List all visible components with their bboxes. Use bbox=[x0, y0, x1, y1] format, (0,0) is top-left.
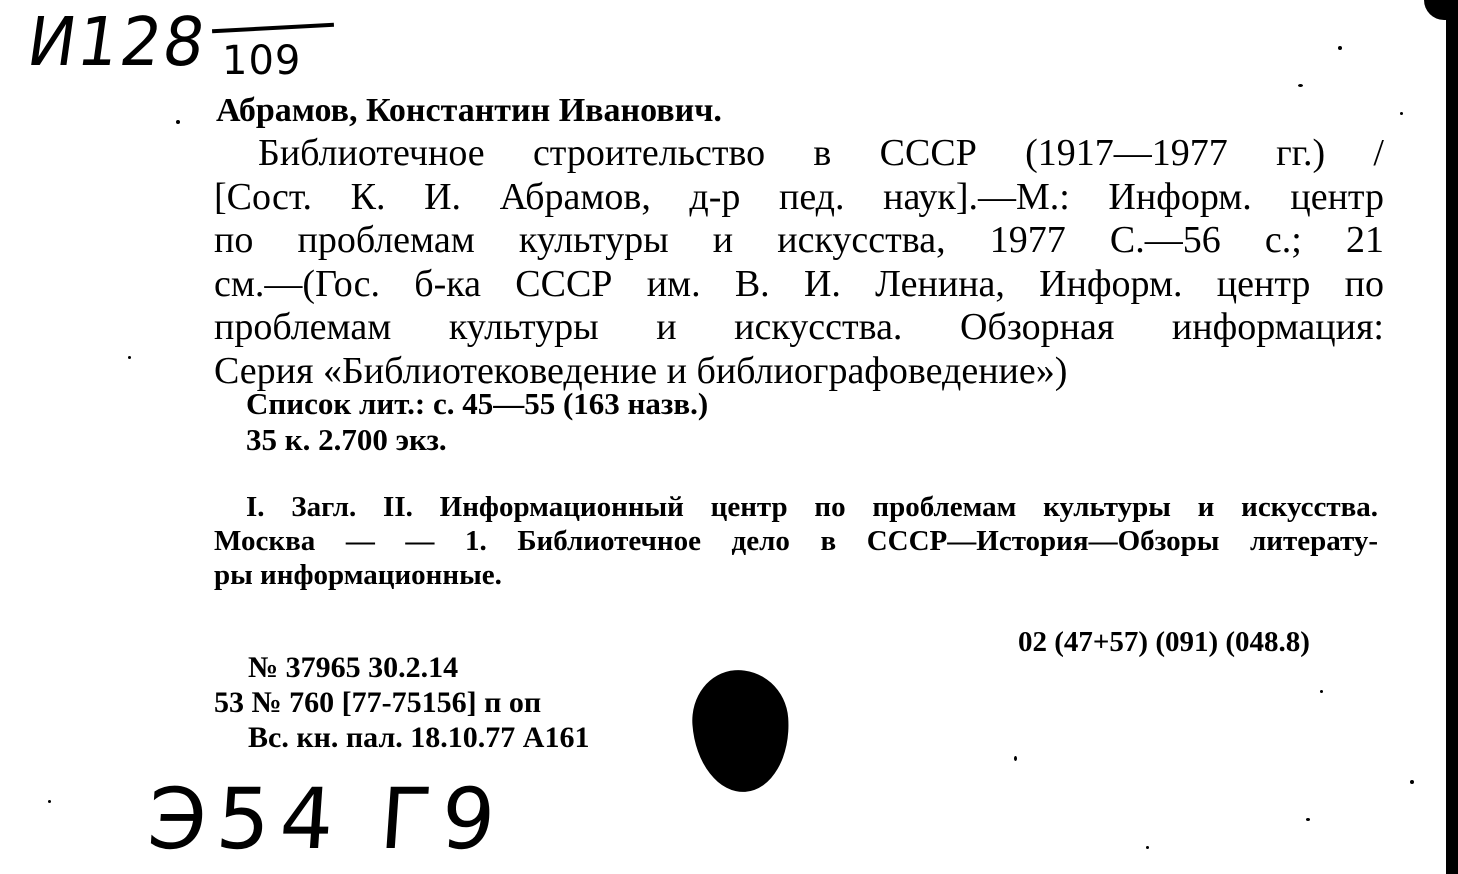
scan-speck bbox=[1338, 46, 1342, 50]
scan-speck bbox=[48, 800, 51, 803]
bibliography-note: Список лит.: с. 45—55 (163 назв.) bbox=[246, 386, 709, 421]
tracing-line: Москва — — 1. Библиотечное дело в СССР—История—Обзоры литерату- bbox=[214, 525, 1378, 557]
subject-tracings bbox=[214, 490, 1378, 592]
scan-speck bbox=[1146, 846, 1149, 849]
chamber-record: Вс. кн. пал. 18.10.77 А161 bbox=[248, 721, 590, 754]
description-line: Серия «Библиотековедение и библиографоведение») bbox=[214, 349, 1068, 392]
scan-speck bbox=[1306, 818, 1310, 821]
order-number: 53 № 760 [77-75156] п оп bbox=[214, 686, 542, 719]
description-line: проблемам культуры и искусства. Обзорная информация: bbox=[214, 306, 1384, 348]
handwritten-fraction: 109 bbox=[222, 38, 302, 84]
scan-speck bbox=[1400, 112, 1403, 115]
author-heading: Абрамов, Константин Иванович. bbox=[216, 92, 722, 129]
description-line: Библиотечное строительство в СССР (1917—1977 гг.) / bbox=[258, 132, 1384, 174]
card-right-edge bbox=[1446, 0, 1458, 874]
scan-speck bbox=[1298, 84, 1303, 87]
scan-speck bbox=[1014, 756, 1017, 761]
description-line: см.—(Гос. б-ка СССР им. В. И. Ленина, Информ. центр по bbox=[214, 262, 1384, 305]
handwritten-call-number: И128 bbox=[22, 4, 212, 82]
scan-speck bbox=[1320, 690, 1323, 693]
scan-speck bbox=[176, 120, 180, 124]
description-line: [Сост. К. И. Абрамов, д-р пед. наук].—М.: Информ. центр bbox=[214, 175, 1384, 218]
handwritten-shelf-code: Э54 Г9 bbox=[144, 770, 509, 868]
tracing-line: I. Загл. II. Информационный центр по проблемам культуры и искусства. bbox=[246, 491, 1378, 523]
fraction-line bbox=[212, 23, 334, 33]
card-corner bbox=[1424, 0, 1448, 20]
description-line: по проблемам культуры и искусства, 1977 С.—56 с.; 21 bbox=[214, 219, 1384, 261]
technical-data bbox=[214, 650, 589, 755]
price-note: 35 к. 2.700 экз. bbox=[246, 422, 447, 457]
card-number: № 37965 30.2.14 bbox=[248, 651, 459, 684]
bibliographic-description bbox=[214, 132, 1384, 393]
tracing-line: ры информационные. bbox=[214, 559, 502, 591]
scan-speck bbox=[1410, 780, 1414, 784]
punch-hole bbox=[689, 667, 793, 795]
scan-speck bbox=[128, 356, 131, 359]
notes-block bbox=[246, 386, 708, 458]
classification-code: 02 (47+57) (091) (048.8) bbox=[1018, 626, 1310, 658]
